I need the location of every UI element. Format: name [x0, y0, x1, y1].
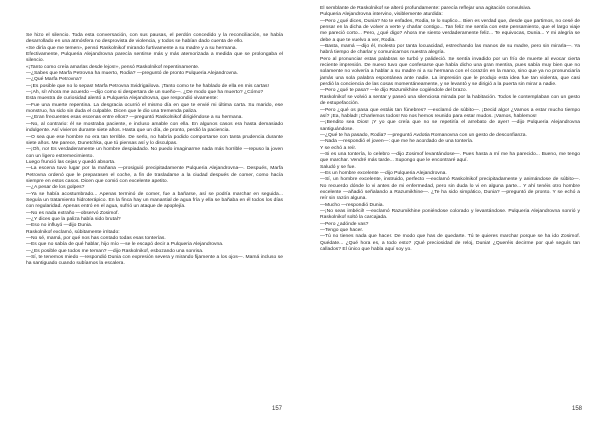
page-number: 158 [571, 406, 582, 412]
paragraph: Efectivamente, Pulqueria Alejandrovna parecía sentirse más y más atemorizada a medida que se prolongaba el silencio. [26, 52, 283, 64]
right-page-text [320, 6, 580, 253]
paragraph: —Tengo que hacer. [320, 228, 364, 234]
page-number: 157 [271, 406, 282, 412]
paragraph: Y se echó a reír. [320, 145, 357, 151]
paragraph: —Tú no tienes nada que hacer. De modo que has de quedarte. Tú te quieres marchar porque se ha ido Zosimof. Quédate... ¿Qué hora es, a todo esto? ¡Qué preciosidad de reloj, Dunia! ¿Queréis decirme por qué seguís tan callados? El único que habla aquí soy yo. [320, 234, 580, 253]
paragraph: —Si es una tontería, lo celebro —dijo Zosimof levantándose—. Pues hasta a mí me ha parecido... Bueno, me tengo que marchar. Vendré más tarde... Supongo que le encontraré aquí. [320, 151, 580, 164]
paragraph: —Fue una muerte repentina. La desgracia ocurrió el mismo día en que te envié mi última carta. Su marido, ese monstruo, ha sido sin duda el culpable. Dicen que le dio una tremenda paliza. [26, 102, 283, 115]
paragraph: —O sea que ese hombre no era tan terrible. De serlo, no habría podido comportarse con tanta prudencia durante siete años. Me parece, Dunetchka, que tú piensas así y lo disculpas. [26, 134, 283, 146]
paragraph: —¡Ah, sí! Ahora me acuerdo —dijo como si despertara de un sueño—. ¿De modo que ha muerto? ¿Cómo? [26, 90, 264, 96]
paragraph: —¿Qué te ha pasado, Rodia? —preguntó Avdotia Romanovna con un gesto de desconfianza. [320, 132, 527, 138]
paragraph: Pulqueria Alejandrovna intervino, visiblemente aturdida: [320, 12, 443, 18]
paragraph: —Es que no sabía de qué hablar, hijo mío —se le escapó decir a Pulqueria Alejandrovna. [26, 242, 224, 248]
paragraph: Pero al pronunciar estas palabras se turbó y palideció. Se sentía invadido por un frío de muerte al evocar cierta reciente impresión. De nuevo tuvo que confesarse que había dicho una gran mentira, pues sabía muy bien que no solamente no volvería a hablar a su madre ni a su hermana con el corazón en la mano, sino que ya no pronunciaría jamás una sola palabra espontánea ante nadie. La impresión que le produjo esta idea fue tan violenta, que casi perdió la conciencia de las cosas momentáneamente, y se levantó y se dirigió a la puerta sin mirar a nadie. [320, 56, 580, 88]
paragraph: —Es un hombre excelente —dijo Pulqueria Alejandrovna. [320, 170, 447, 176]
paragraph: —¿Sabes que Marfa Petrovna ha muerto, Rodia? —preguntó de pronto Pulqueria Alejandrovna. [26, 71, 239, 77]
paragraph: —Ya se había acostumbrado... Apenas terminó de comer, fue a bañarse, así se podría marchar en seguida... Seguía un tratamiento hidroterápico. En la finca hay un manantial de agua fría y ella se bañaba en él todos los días con regularidad. Apenas entró en el agua, sufrió un ataque de apoplejía. [26, 191, 283, 210]
paragraph: —Pero ¿qué dices, Dunia? No te enfades, Rodia, te lo suplico... Bien es verdad que, desde que partimos, no cesé de pensar en la dicha de volver a verte y charlar contigo... Tan feliz me sentía con este pensamiento, que el largo viaje me pareció corto... Pero, ¿qué digo? Ahora me siento verdaderamente feliz... Te equivocas, Dunia... Y mi alegría se debe a que te vuelvo a ver, Rodia. [320, 18, 580, 43]
paragraph: —Sí, te tenemos miedo —respondió Dunia con expresión severa y mirando fijamente a los ojos—. Mamá incluso se ha santiguado cuando subíamos la escalera. [26, 255, 283, 267]
paragraph: —No, al contrario: él se mostraba paciente, e incluso amable con ella. En algunos casos era hasta demasiado indulgente. Así vivieron durante siete años. Hasta que un día, de pronto, perdió la paciencia. [26, 121, 283, 134]
paragraph: —Mucho —respondió Dunia. [320, 202, 384, 208]
paragraph: —Pero ¿adónde vas? [320, 221, 369, 227]
paragraph: —¿A pesar de los golpes? [26, 185, 85, 191]
paragraph: —Basta, mamá —dijo él, molesto por tanta locuacidad, estrechando las manos de su madre, pero sin mirarla—. Ya habrá tiempo de charlar y comunicarnos nuestra alegría. [320, 44, 580, 56]
paragraph: —Nada —respondió el joven—: que me he acordado de una tontería. [320, 139, 474, 145]
paragraph: Saludó y se fue. [320, 164, 356, 170]
paragraph: —No es nada extraño —observó Zosimof. [26, 210, 119, 216]
paragraph: —¿Qué Marfa Petrovna? [26, 77, 82, 83]
paragraph: —¡Oh, no! Es verdaderamente un hombre despiadado. No puedo imaginarme nada más horrible —repuso la joven con un ligero estremecimiento. [26, 147, 283, 159]
paragraph: «¡Tanto como creía amarlas desde lejos!», pensó Raskolnikof repentinamente. [26, 64, 200, 70]
paragraph: —Pero ¿qué te pasa? —le dijo Razumikhine cogiéndole del brazo. [320, 88, 467, 94]
paragraph: —¿Y dices que la paliza había sido brutal? [26, 216, 121, 222]
paragraph: Luego frunció las cejas y quedó absorta. [26, 159, 116, 165]
paragraph: —¡No seas imbécil! —exclamó Razumikhine poniéndose colorado y levantándose. Pulqueria Alejandrovna sonrió y Raskolnikof soltó la carcajada. [320, 209, 580, 221]
paragraph: «Se diría que me temen», pensó Raskolnikof mirando furtivamente a su madre y a su hermana. [26, 45, 237, 51]
paragraph: —La escena tuvo lugar por la mañana —prosiguió precipitadamente Pulqueria Alejandrovna—. Después, Marfa Petrovna ordenó que le preparasen el coche, a fin de trasladarse a la ciudad después de comer, como hacía siempre en estos casos. Dicen que comió con excelente apetito. [26, 166, 283, 184]
paragraph: —Eso no influyó —dijo Dunia. [26, 223, 93, 229]
paragraph: —¡Bendito sea Dios! ¡Y yo que creía que no se repetiría el arrebato de ayer! —dijo Pulqueria Alejandrovna santiguándose. [320, 120, 580, 132]
paragraph: —¿Es posible que todos me teman? —dijo Raskolnikof, esbozando una sonrisa. [26, 248, 204, 254]
left-page-text [26, 33, 283, 268]
paragraph: —Sí, un hombre excelente, instruido, perfecto —exclamó Raskolnikof precipitadamente y animándose de súbito—. No recuerdo dónde lo vi antes de mi enfermedad, pero sin duda lo vi en alguna parte... Y ahí tenéis otro hombre excelente —añadió señalando a Razumikhine—. ¿Te ha sido simpático, Dunia? —preguntó de pronto. Y se echó a reír sin razón alguna. [320, 177, 580, 202]
right-page [300, 0, 600, 424]
paragraph: —¿Eran frecuentes esas escenas entre ellos? —preguntó Raskolnikof dirigiéndose a su hermana. [26, 115, 243, 121]
paragraph: Raskolnikof se volvió a sentar y paseó una silenciosa mirada por la habitación. Todos le contemplaban con un gesto de estupefacción. [320, 94, 580, 107]
paragraph: Se hizo el silencio. Toda esta conversación, con sus pausas, el perdón concedido y la reconciliación, se había desarrollado en una atmósfera no desprovista de violencia, y todos se habían dado cuenta de ello. [26, 33, 283, 45]
paragraph: —¡Es posible que no lo sepas! Marfa Petrovna Svidrigailova. ¡Tanto como te he hablado de ella en mis cartas! [26, 83, 269, 89]
paragraph: Raskolnikof exclamó, súbitamente irritado: [26, 229, 120, 235]
paragraph: —No sé, mamá, por qué nos has contado todas esas tonterías. [26, 236, 166, 241]
paragraph: El semblante de Raskolnikof se alteró profundamente: parecía reflejar una agitación convulsiva. [320, 6, 532, 11]
paragraph: Esta muestra de curiosidad alentó a Pulqueria Alejandrovna, que respondió vivamente: [26, 96, 218, 102]
paragraph: —Pero ¿qué os pasa que estáis tan fúnebres? —exclamó de súbito—. ¡Decid algo! ¿Vamos a estar mucho tiempo así? ¡Ea, hablad! ¡Charlemos todos! No nos hemos reunido para estar mudos. ¡Vamos, hablemos! [320, 107, 580, 119]
